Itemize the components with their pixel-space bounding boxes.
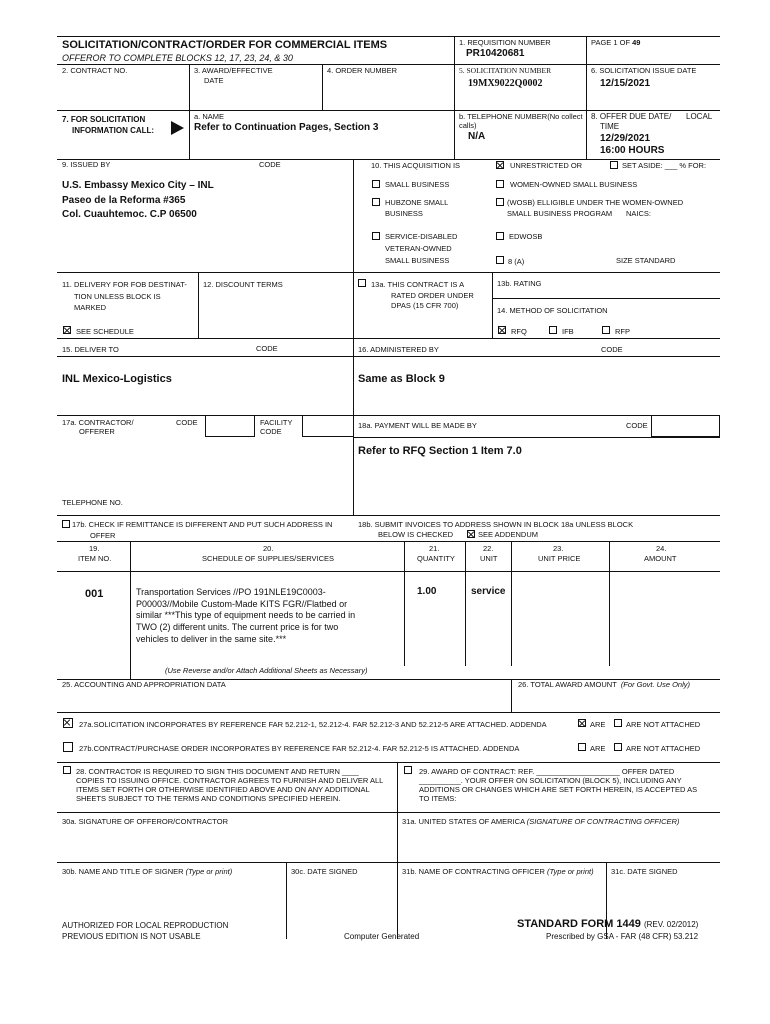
due-time-value[interactable]: 16:00 HOURS <box>600 145 665 156</box>
rating-label: 13b. RATING <box>497 279 542 288</box>
hubzone-label-2: BUSINESS <box>385 209 423 218</box>
hubzone-label: HUBZONE SMALL <box>385 198 449 207</box>
wosb-label: WOMEN-OWNED SMALL BUSINESS <box>510 180 638 189</box>
addenda-are-checkbox[interactable] <box>578 719 586 727</box>
contract-incorporates-label: 27b.CONTRACT/PURCHASE ORDER INCORPORATES BY REFERENCE FAR 52.212-4. FAR 52.212-5 IS ATTACHED. ADDENDA <box>79 744 520 753</box>
addenda-are-label: ARE <box>590 720 606 729</box>
remittance-label-2: OFFER <box>90 531 116 540</box>
contract-are-not-checkbox[interactable] <box>614 743 622 751</box>
col22-num: 22. <box>483 544 494 553</box>
addenda-are-not-checkbox[interactable] <box>614 719 622 727</box>
see-schedule-label: SEE SCHEDULE <box>76 327 134 336</box>
item-unit: service <box>471 586 506 597</box>
contractor-code-label: CODE <box>176 418 198 427</box>
solicitation-incorporates-label: 27a.SOLICITATION INCORPORATES BY REFERENCE FAR 52.212-1, 52.212-4. FAR 52.212-3 AND 52.212-5 ARE ATTACHED. ADDENDA <box>79 720 547 729</box>
solicitation-number-label: 5. SOLICITATION NUMBER <box>459 66 552 75</box>
rule <box>57 762 720 763</box>
rule <box>322 64 323 110</box>
officer-signature-note: (SIGNATURE OF CONTRACTING OFFICER) <box>526 817 680 826</box>
rule <box>404 541 405 666</box>
deliver-to-label: 15. DELIVER TO <box>62 345 119 354</box>
rated-order-label-3: DPAS (15 CFR 700) <box>391 301 459 310</box>
page-label <box>591 39 640 47</box>
form-title: SOLICITATION/CONTRACT/ORDER FOR COMMERCIAL ITEMS <box>62 39 388 51</box>
col20-num: 20. <box>263 544 274 553</box>
addendum-label: SEE ADDENDUM <box>478 530 539 539</box>
officer-signature-label <box>402 818 679 826</box>
setaside-label: SET ASIDE: ___ % FOR: <box>622 161 707 170</box>
award-date-label: 3. AWARD/EFFECTIVE <box>194 66 273 75</box>
contract-are-not-label: ARE NOT ATTACHED <box>626 744 701 753</box>
rule <box>57 36 720 37</box>
rule <box>465 541 466 666</box>
remittance-checkbox[interactable] <box>62 520 70 528</box>
administered-label: 16. ADMINISTERED BY <box>358 345 439 354</box>
total-award-note: (For Govt. Use Only) <box>620 680 690 689</box>
rfq-checkbox[interactable] <box>498 326 506 334</box>
acquisition-label: 10. THIS ACQUISITION IS <box>371 161 461 170</box>
item-description: Transportation Services //PO 191NLE19C0003-P00003//Mobile Custom-Made KITS FGR//Flatbed or similar ***This type of equipment needs to be carried in TWO (2) different units. The current price is for two vehicles to deliver in the same site.*** <box>136 587 356 644</box>
rule <box>57 712 720 713</box>
col22-label: UNIT <box>480 554 498 563</box>
rule <box>189 110 190 159</box>
rule <box>57 64 720 65</box>
issued-code-label: CODE <box>259 160 281 169</box>
delivery-label-3: MARKED <box>74 303 107 312</box>
requisition-label: 1. REQUISITION NUMBER <box>459 38 551 47</box>
sdvo-checkbox[interactable] <box>372 232 380 240</box>
rule <box>57 356 720 357</box>
item-number: 001 <box>85 588 104 600</box>
delivery-label: 11. DELIVERY FOR FOB DESTINAT- <box>62 280 187 289</box>
name-label: a. NAME <box>194 112 225 121</box>
facility-code-field[interactable] <box>302 415 354 437</box>
rule <box>492 298 720 299</box>
col23-num: 23. <box>553 544 564 553</box>
rule <box>57 159 720 160</box>
see-schedule-checkbox[interactable] <box>63 326 71 334</box>
small-business-label: SMALL BUSINESS <box>385 180 450 189</box>
edwosb-label: EDWOSB <box>509 232 543 241</box>
reverse-note: (Use Reverse and/or Attach Additional Sheets as Necessary) <box>165 666 368 675</box>
sdvo-label: SERVICE-DISABLED <box>385 232 458 241</box>
rule <box>189 64 190 110</box>
due-date-label: 8. OFFER DUE DATE/ <box>591 112 672 121</box>
rule <box>57 110 720 111</box>
total-award-text: 26. TOTAL AWARD AMOUNT <box>518 680 617 689</box>
payment-code-label: CODE <box>626 421 648 430</box>
addenda-are-not-label: ARE NOT ATTACHED <box>626 720 701 729</box>
contract-incorporates-checkbox[interactable] <box>63 742 73 752</box>
due-local-label: LOCAL <box>686 112 713 121</box>
contractor-sign-label-2: COPIES TO ISSUING OFFICE. CONTRACTOR AGREES TO FURNISH AND DELIVER ALL <box>76 776 384 785</box>
sdvo-label-3: SMALL BUSINESS <box>385 256 450 265</box>
form-number-text: STANDARD FORM 1449 <box>517 918 641 930</box>
small-business-checkbox[interactable] <box>372 180 380 188</box>
administered-value[interactable]: Same as Block 9 <box>358 373 445 385</box>
invoice-label: 18b. SUBMIT INVOICES TO ADDRESS SHOWN IN BLOCK 18a UNLESS BLOCK <box>358 520 634 529</box>
rule <box>511 679 512 712</box>
edwosb-checkbox[interactable] <box>496 232 504 240</box>
due-time-label: TIME <box>600 122 620 131</box>
col23-label: UNIT PRICE <box>538 554 581 563</box>
administered-code-label: CODE <box>601 345 623 354</box>
rule <box>454 64 455 159</box>
rfq-label: RFQ <box>511 327 527 336</box>
info-call-label: 7. FOR SOLICITATION <box>62 115 146 124</box>
signer-name-label <box>62 868 232 876</box>
rule <box>397 762 398 939</box>
solicitation-date-label: 6. SOLICITATION ISSUE DATE <box>591 66 697 75</box>
setaside-checkbox[interactable] <box>610 161 618 169</box>
rule <box>286 862 287 939</box>
rule <box>353 159 354 272</box>
officer-date-label: 31c. DATE SIGNED <box>611 867 678 876</box>
officer-name-text: 31b. NAME OF CONTRACTING OFFICER <box>402 867 545 876</box>
rule <box>57 515 720 516</box>
rule <box>57 415 720 416</box>
hubzone-checkbox[interactable] <box>372 198 380 206</box>
rule <box>492 272 493 338</box>
contractor-sign-label: 28. CONTRACTOR IS REQUIRED TO SIGN THIS DOCUMENT AND RETURN ____ <box>76 767 359 776</box>
order-number-label: 4. ORDER NUMBER <box>327 66 398 75</box>
rfp-label: RFP <box>615 327 630 336</box>
contractor-sign-checkbox[interactable] <box>63 766 71 774</box>
contract-are-label: ARE <box>590 744 606 753</box>
ifb-label: IFB <box>562 327 574 336</box>
contract-no-label: 2. CONTRACT NO. <box>62 66 128 75</box>
award-label-3: ADDITIONS OR CHANGES WHICH ARE SET FORTH HEREIN, IS ACCEPTED AS <box>419 785 698 794</box>
telephone-label: TELEPHONE NO. <box>62 498 123 507</box>
item-quantity: 1.00 <box>417 586 437 597</box>
award-date-label-2: DATE <box>204 76 224 85</box>
page-label-text: PAGE 1 OF <box>591 38 631 47</box>
facility-code-label: FACILITY <box>260 418 293 427</box>
contractor-label: 17a. CONTRACTOR/ <box>62 418 134 427</box>
computer-generated: Computer Generated <box>344 932 420 941</box>
rule <box>353 437 720 438</box>
col19-num: 19. <box>89 544 100 553</box>
rule <box>57 862 720 863</box>
naics-label: NAICS: <box>626 209 652 218</box>
rule <box>57 571 720 572</box>
rule <box>454 36 455 64</box>
contract-are-checkbox[interactable] <box>578 743 586 751</box>
rule <box>586 36 587 64</box>
award-label-2: __________. YOUR OFFER ON SOLICITATION (BLOCK 5), INCLUDING ANY <box>419 776 682 785</box>
sdvo-label-2: VETERAN-OWNED <box>385 244 452 253</box>
requisition-value[interactable]: PR10420681 <box>466 48 525 59</box>
col21-num: 21. <box>429 544 440 553</box>
wosb-eligible-label-2: SMALL BUSINESS PROGRAM <box>507 209 613 218</box>
contractor-code-field[interactable] <box>205 415 255 437</box>
remittance-label: 17b. CHECK IF REMITTANCE IS DIFFERENT AND PUT SUCH ADDRESS IN <box>72 520 333 529</box>
facility-code-label-2: CODE <box>260 427 282 436</box>
form-subtitle: OFFEROR TO COMPLETE BLOCKS 12, 17, 23, 24, & 30 <box>62 53 293 63</box>
payment-label: 18a. PAYMENT WILL BE MADE BY <box>358 421 477 430</box>
rated-order-label: 13a. THIS CONTRACT IS A <box>371 280 465 289</box>
rule <box>609 541 610 666</box>
award-label-4: TO ITEMS: <box>419 794 457 803</box>
rule <box>57 272 720 273</box>
rule <box>198 272 199 338</box>
method-label: 14. METHOD OF SOLICITATION <box>497 306 608 315</box>
wosb-eligible-checkbox[interactable] <box>496 198 504 206</box>
contractor-label-2: OFFERER <box>79 427 115 436</box>
info-call-label-2: INFORMATION CALL: <box>72 126 155 135</box>
rule <box>511 541 512 666</box>
offeror-date-label: 30c. DATE SIGNED <box>291 867 358 876</box>
col24-num: 24. <box>656 544 667 553</box>
payment-value[interactable]: Refer to RFQ Section 1 Item 7.0 <box>358 445 522 457</box>
rule <box>586 64 587 159</box>
col20-label: SCHEDULE OF SUPPLIES/SERVICES <box>202 554 334 563</box>
total-award-label <box>518 681 690 689</box>
col19-label: ITEM NO. <box>78 554 112 563</box>
invoice-label-2: BELOW IS CHECKED <box>378 530 454 539</box>
offeror-signature-label: 30a. SIGNATURE OF OFFEROR/CONTRACTOR <box>62 817 228 826</box>
delivery-label-2: TION UNLESS BLOCK IS <box>74 292 161 301</box>
eight-a-label: 8 (A) <box>508 257 525 266</box>
page-total: 49 <box>632 38 641 47</box>
rfp-checkbox[interactable] <box>602 326 610 334</box>
award-label: 29. AWARD OF CONTRACT: REF. ____________________ OFFER DATED <box>419 767 675 776</box>
accounting-label: 25. ACCOUNTING AND APPROPRIATION DATA <box>62 680 226 689</box>
wosb-checkbox[interactable] <box>496 180 504 188</box>
rated-order-checkbox[interactable] <box>358 279 366 287</box>
phone-label-2: calls) <box>459 121 477 130</box>
form-revision: (REV. 02/2012) <box>643 920 699 929</box>
unrestricted-label: UNRESTRICTED OR <box>510 161 583 170</box>
payment-code-field[interactable] <box>651 415 720 437</box>
discount-label: 12. DISCOUNT TERMS <box>203 280 283 289</box>
eight-a-checkbox[interactable] <box>496 256 504 264</box>
col24-label: AMOUNT <box>644 554 677 563</box>
wosb-eligible-label: (WOSB) ELLIGIBLE UNDER THE WOMEN-OWNED <box>507 198 684 207</box>
name-value[interactable]: Refer to Continuation Pages, Section 3 <box>194 122 379 133</box>
rated-order-label-2: RATED ORDER UNDER <box>391 291 474 300</box>
issued-line1: U.S. Embassy Mexico City – INL <box>62 180 214 191</box>
contractor-sign-label-3: ITEMS SET FORTH OR OTHERWISE IDENTIFIED ABOVE AND ON ANY ADDITIONAL <box>76 785 370 794</box>
rule <box>57 338 720 339</box>
issued-line3: Col. Cuauhtemoc. C.P 06500 <box>62 209 197 220</box>
authorized-reproduction: AUTHORIZED FOR LOCAL REPRODUCTION <box>62 921 229 930</box>
signer-name-note: (Type or print) <box>185 867 233 876</box>
officer-name-label <box>402 868 594 876</box>
issued-by-label: 9. ISSUED BY <box>62 160 111 169</box>
solicitation-incorporates-checkbox[interactable] <box>63 718 73 728</box>
previous-edition: PREVIOUS EDITION IS NOT USABLE <box>62 932 201 941</box>
unrestricted-checkbox[interactable] <box>496 161 504 169</box>
form-number <box>517 919 698 930</box>
rule <box>57 541 720 542</box>
award-checkbox[interactable] <box>404 766 412 774</box>
col21-label: QUANTITY <box>417 554 455 563</box>
contractor-sign-label-4: SHEETS SUBJECT TO THE TERMS AND CONDITIONS SPECIFIED HEREIN. <box>76 794 341 803</box>
arrow-right-icon <box>171 121 184 135</box>
prescribed-by: Prescribed by GSA - FAR (48 CFR) 53.212 <box>546 932 699 941</box>
solicitation-date-value[interactable]: 12/15/2021 <box>600 78 651 89</box>
rule <box>57 812 720 813</box>
issued-line2: Paseo de la Reforma #365 <box>62 195 186 206</box>
ifb-checkbox[interactable] <box>549 326 557 334</box>
due-date-value[interactable]: 12/29/2021 <box>600 133 651 144</box>
signer-name-text: 30b. NAME AND TITLE OF SIGNER <box>62 867 184 876</box>
officer-name-note: (Type or print) <box>547 867 594 876</box>
solicitation-number-value[interactable]: 19MX9022Q0002 <box>468 78 543 89</box>
addendum-checkbox[interactable] <box>467 530 475 538</box>
phone-value[interactable]: N/A <box>468 131 486 142</box>
size-standard-label: SIZE STANDARD <box>616 256 676 265</box>
deliver-to-value[interactable]: INL Mexico-Logistics <box>62 373 172 385</box>
phone-label: b. TELEPHONE NUMBER(No collect <box>459 112 583 121</box>
deliver-code-label: CODE <box>256 344 278 353</box>
rule <box>353 272 354 338</box>
officer-signature-text: 31a. UNITED STATES OF AMERICA <box>402 817 525 826</box>
rule <box>130 541 131 679</box>
